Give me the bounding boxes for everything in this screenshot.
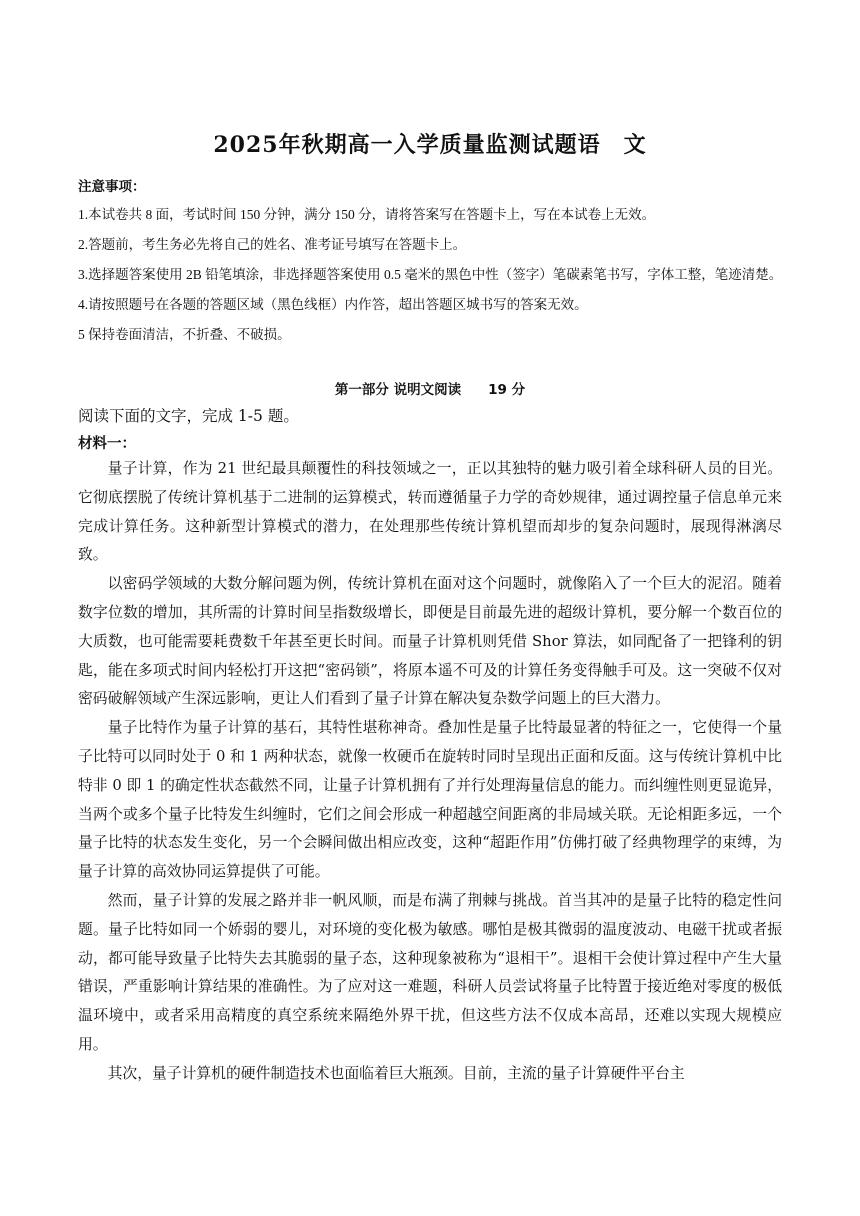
section-heading: 第一部分 说明文阅读 19 分: [334, 382, 526, 398]
notice-item: 2.答题前，考生务必先将自己的姓名、准考证号填写在答题卡上。: [78, 237, 467, 252]
paragraph: 量子计算，作为 21 世纪最具颠覆性的科技领域之一，正以其独特的魅力吸引着全球科研人员的目光。它彻底摆脱了传统计算机基于二进制的运算模式，转而遵循量子力学的奇妙规律，通过调控量子信息单元来完成计算任务。这种新型计算模式的潜力，在处理那些传统计算机望而却步的复杂问题时，展现得淋漓尽致。: [78, 460, 782, 564]
exam-title: 2025年秋期高一入学质量监测试题语 文: [213, 132, 647, 158]
material-label: 材料一：: [78, 436, 136, 452]
paragraph: 其次，量子计算机的硬件制造技术也面临着巨大瓶颈。目前，主流的量子计算硬件平台主: [107, 1064, 685, 1082]
notice-item: 4.请按照题号在各题的答题区域（黑色线框）内作答，超出答题区城书写的答案无效。: [78, 297, 588, 312]
paragraph: 然而，量子计算的发展之路并非一帆风顺，而是布满了荆棘与挑战。首当其冲的是量子比特的稳定性问题。量子比特如同一个娇弱的婴儿，对环境的变化极为敏感。哪怕是极其微弱的温度波动、电磁干扰或者振动，都可能导致量子比特失去其脆弱的量子态，这种现象被称为“退相干”。退相干会使计算过程中产生大量错误，严重影响计算结果的准确性。为了应对这一难题，科研人员尝试将量子比特置于接近绝对零度的极低温环境中，或者采用高精度的真空系统来隔绝外界干扰，但这些方法不仅成本高昂，还难以实现大规模应用。: [78, 891, 782, 1053]
notice-item: 1.本试卷共 8 面，考试时间 150 分钟，满分 150 分，请将答案写在答题卡上，写在本试卷上无效。: [78, 207, 656, 222]
paragraph: 以密码学领域的大数分解问题为例，传统计算机在面对这个问题时，就像陷入了一个巨大的泥沼。随着数字位数的增加，其所需的计算时间呈指数级增长，即便是目前最先进的超级计算机，要分解一个数百位的大质数，也可能需要耗费数千年甚至更长时间。而量子计算机则凭借 Shor 算法，如同配备了一把锋利的钥匙，能在多项式时间内轻松打开这把“密码锁”，将原本遥不可及的计算任务变得触手可及。这一突破不仅对密码破解领域产生深远影响，更让人们看到了量子计算在解决复杂数学问题上的巨大潜力。: [78, 575, 782, 708]
material-body: [78, 455, 782, 1089]
notice-item: 3.选择题答案使用 2B 铅笔填涂，非选择题答案使用 0.5 毫米的黑色中性（签字）笔碳素笔书写，字体工整，笔迹清楚。: [78, 267, 783, 282]
notice-item: 5 保持卷面清洁，不折叠、不破损。: [78, 327, 291, 342]
notice-list: [78, 200, 788, 350]
reading-instruction: 阅读下面的文字，完成 1-5 题。: [78, 407, 299, 425]
paragraph: 量子比特作为量子计算的基石，其特性堪称神奇。叠加性是量子比特最显著的特征之一，它使得一个量子比特可以同时处于 0 和 1 两种状态，就像一枚硬币在旋转时同时呈现出正面和反面。这与传统计算机中比特非 0 即 1 的确定性状态截然不同，让量子计算机拥有了并行处理海量信息的能力。而纠缠性则更显诡异，当两个或多个量子比特发生纠缠时，它们之间会形成一种超越空间距离的非局域关联。无论相距多远，一个量子比特的状态发生变化，另一个会瞬间做出相应改变，这种“超距作用”仿佛打破了经典物理学的束缚，为量子计算的高效协同运算提供了可能。: [78, 719, 782, 881]
notice-heading: 注意事项：: [78, 179, 146, 194]
